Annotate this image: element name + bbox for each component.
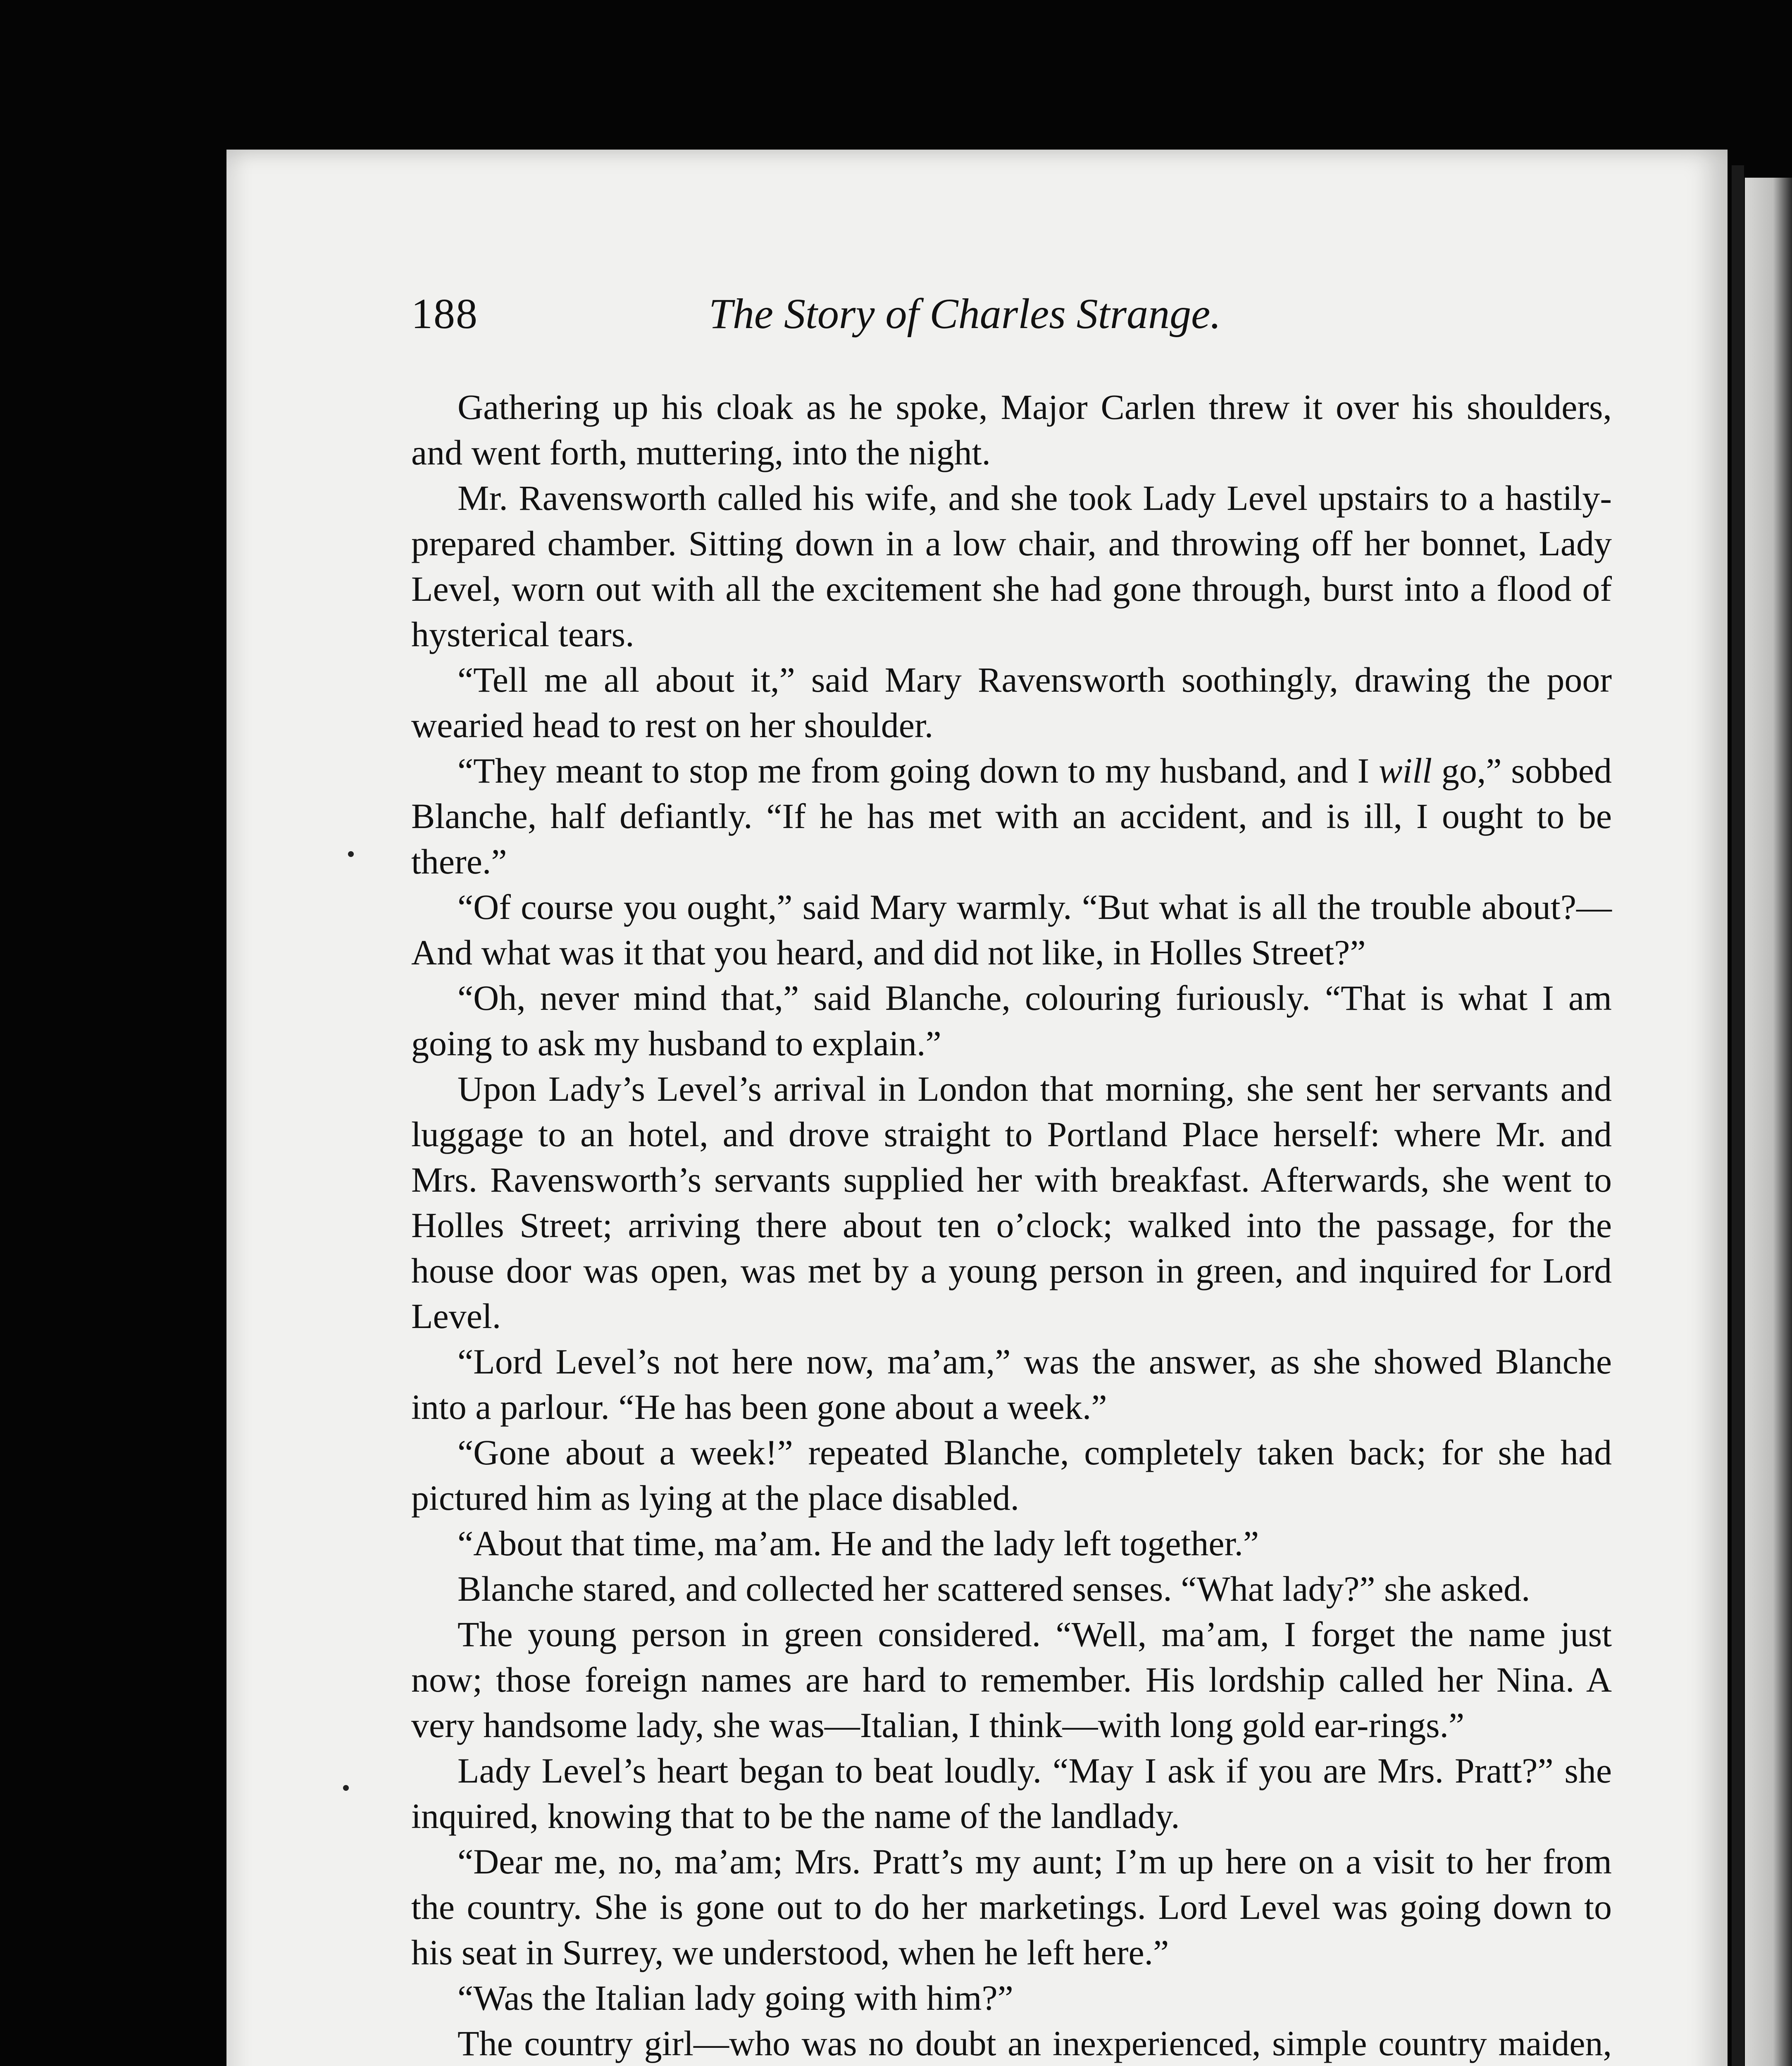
paragraph: The country girl—who was no doubt an inexperienced, simple country maiden, bbox=[458, 2023, 1612, 2063]
running-head bbox=[411, 289, 1618, 351]
scan-speck bbox=[343, 1785, 349, 1791]
paragraph: The young person in green considered. “Well, ma’am, I forget the name just now; those foreign names are hard to remember. His lordship called her Nina. A very handsome lady, she was—Italian, I think—with long gold ear-rings.” bbox=[411, 1614, 1612, 1745]
scan-speck bbox=[348, 851, 354, 857]
body-text bbox=[411, 384, 1612, 2066]
paragraph: “Was the Italian lady going with him?” bbox=[458, 1978, 1013, 2018]
paragraph: “Oh, never mind that,” said Blanche, colouring furiously. “That is what I am going to ask my husband to explain.” bbox=[411, 978, 1612, 1063]
page-gutter-shadow bbox=[1732, 165, 1744, 2066]
page-number: 188 bbox=[411, 290, 478, 338]
paragraph: Upon Lady’s Level’s arrival in London that morning, she sent her servants and luggage to an hotel, and drove straight to Portland Place herself: where Mr. and Mrs. Ravensworth’s servants supplied her with breakfast. Afterwards, she went to Holles Street; arriving there about ten o’clock; walked into the passage, for the house door was open, was met by a young person in green, and inquired for Lord Level. bbox=[411, 1069, 1612, 1336]
paragraph: Lady Level’s heart began to beat loudly. “May I ask if you are Mrs. Pratt?” she inquired, knowing that to be the name of the landlady. bbox=[411, 1751, 1612, 1836]
paragraph: “Gone about a week!” repeated Blanche, completely taken back; for she had pictured him as lying at the place disabled. bbox=[411, 1433, 1612, 1518]
running-title: The Story of Charles Strange. bbox=[709, 290, 1221, 338]
next-page-edge bbox=[1745, 178, 1792, 2066]
paragraph: “Lord Level’s not here now, ma’am,” was the answer, as she showed Blanche into a parlour. “He has been gone about a week.” bbox=[411, 1342, 1612, 1427]
paragraph: “Of course you ought,” said Mary warmly. “But what is all the trouble about?—And what was it that you heard, and did not like, in Holles Street?” bbox=[411, 887, 1612, 972]
paragraph-text: go,” sobbed Blanche, half defiantly. “If he has met with an accident, and is ill, I ought to be there.” bbox=[411, 751, 1612, 881]
paragraph: Mr. Ravensworth called his wife, and she took Lady Level upstairs to a hastily-prepared chamber. Sitting down in a low chair, and throwing off her bonnet, Lady Level, worn out with all the excitement she had gone through, burst into a flood of hysterical tears. bbox=[411, 478, 1612, 654]
paragraph: Blanche stared, and collected her scattered senses. “What lady?” she asked. bbox=[458, 1569, 1530, 1609]
paragraph-text: “They meant to stop me from going down to my husband, and I bbox=[458, 751, 1379, 790]
paragraph: Gathering up his cloak as he spoke, Major Carlen threw it over his shoulders, and went forth, muttering, into the night. bbox=[411, 387, 1612, 472]
paragraph: “Dear me, no, ma’am; Mrs. Pratt’s my aunt; I’m up here on a visit to her from the country. She is gone out to do her marketings. Lord Level was going down to his seat in Surrey, we understood, when he left here.” bbox=[411, 1842, 1612, 1972]
paragraph: “Tell me all about it,” said Mary Ravensworth soothingly, drawing the poor wearied head to rest on her shoulder. bbox=[411, 660, 1612, 745]
emphasis: will bbox=[1378, 751, 1432, 790]
paragraph: “About that time, ma’am. He and the lady left together.” bbox=[458, 1523, 1259, 1563]
paragraph bbox=[411, 748, 1612, 884]
